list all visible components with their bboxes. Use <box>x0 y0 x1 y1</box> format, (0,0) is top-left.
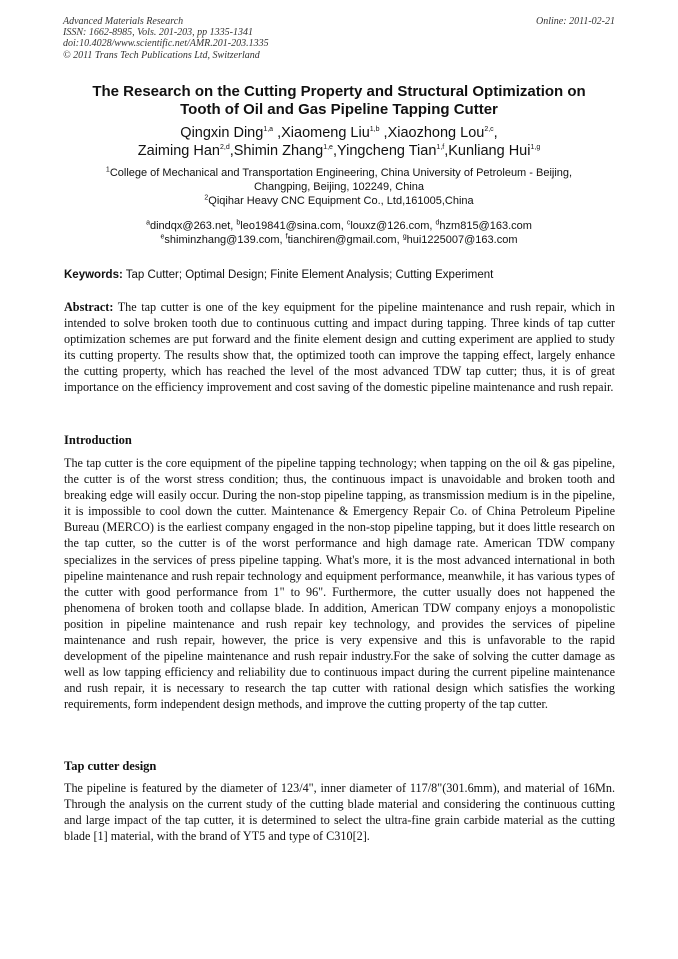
introduction-body: The tap cutter is the core equipment of the pipeline tapping technology; when tapping on the oil & gas pipeline, the cutter is of the worst stress condition; thus, the continuous impact is unavoidable and broken tooth and breaking edge will easily occur. During the non-stop pipeline tapping, as transmission medium is in the pipeline, it is impossible to cool down the cutter. Maintenance & Emergency Repair Co. of China Petroleum Pipeline Bureau (MERCO) is the earliest company engaged in the non-stop pipeline tapping, but it does little research on the tap cutter, so the cutter is of the worst performance and high damage rate. American TDW company specializes in the services of press pipeline tapping. What's more, it is the most advanced international in both pipeline maintenance and rush repair technology and equipment performance, meanwhile, it has various types of the cutter with good performance from 1" to 96". Furthermore, the cutter usually does not happened the phenomena of broken tooth and collapse blade. In addition, American TDW company enjoys a monopolistic position in pipeline maintenance and rush repair key technology, and provides the services of pipeline maintenance and rush repair, however, the price is very expensive and this is unfavorable to the rapid development of the pipeline maintenance and rush repair industry.For the sake of solving the cutter damage as well as low tapping efficiency and reliability due to continuous impact during the current pipeline maintenance and rush repair, it is necessary to research the tap cutter with rational design which satisfies the working requirements, form independent design methods, and improve the cutting property of the tap cutter. <box>64 456 615 712</box>
author-name: Qingxin Ding <box>180 125 264 141</box>
journal-copyright: © 2011 Trans Tech Publications Ltd, Switzerland <box>63 49 260 61</box>
email-sup: f <box>285 233 288 241</box>
author-list <box>40 124 638 160</box>
email-address: leo19841@sina.com, <box>240 220 347 232</box>
paper-title <box>40 83 638 119</box>
author-sup: 1,f <box>436 144 445 152</box>
author-sep: , <box>379 125 388 141</box>
email-sup: b <box>236 219 241 227</box>
title-line-2: Tooth of Oil and Gas Pipeline Tapping Cutter <box>180 101 498 118</box>
email-list <box>60 219 618 247</box>
email-sup: d <box>435 219 440 227</box>
author-name: Zaiming Han <box>137 143 220 159</box>
author-name: Xiaomeng Liu <box>281 125 370 141</box>
affiliation-sup: 2 <box>204 194 209 202</box>
email-sup: a <box>146 219 150 227</box>
email-sup: c <box>346 219 351 227</box>
keywords-text: Tap Cutter; Optimal Design; Finite Element Analysis; Cutting Experiment <box>122 269 494 281</box>
affiliations <box>60 166 618 208</box>
email-sup: e <box>160 233 165 241</box>
journal-issn: ISSN: 1662-8985, Vols. 201-203, pp 1335-1341 <box>63 27 253 39</box>
abstract-label: Abstract: <box>64 300 114 314</box>
affiliation-1-line-2: Changping, Beijing, 102249, China <box>253 181 425 193</box>
author-sup: 2,d <box>219 144 230 152</box>
email-address: hzm815@163.com <box>439 220 532 232</box>
affiliation-text: College of Mechanical and Transportation Engineering, China University of Petroleum - Beijing, <box>109 167 573 179</box>
keywords-label: Keywords: <box>64 269 123 281</box>
email-line-1 <box>60 219 618 233</box>
email-address: louxz@126.com, <box>350 220 436 232</box>
tap-cutter-design-heading: Tap cutter design <box>64 759 157 773</box>
author-sep: , <box>229 143 234 159</box>
journal-doi: doi:10.4028/www.scientific.net/AMR.201-203.1335 <box>63 38 269 50</box>
author-name: Shimin Zhang <box>233 143 324 159</box>
title-line-1: The Research on the Cutting Property and Structural Optimization on <box>92 83 586 100</box>
email-address: hui1225007@163.com <box>406 234 518 246</box>
author-sep: , <box>493 125 498 141</box>
online-date: Online: 2011-02-21 <box>536 16 615 27</box>
author-line-1 <box>40 124 638 142</box>
author-sup: 1,g <box>530 144 541 152</box>
email-line-2 <box>60 233 618 247</box>
affiliation-2 <box>60 194 618 208</box>
tap-cutter-design-body: The pipeline is featured by the diameter of 123/4", inner diameter of 117/8"(301.6mm), and material of 16Mn. Through the analysis on the current study of the cutting blade material and considering the continuous cutting and large impact of the tap cutter, it is determined to select the ultra-fine grain carbide material as the cutting blade [1] material, with the brand of YT5 and type of C310[2]. <box>64 781 615 844</box>
author-sup: 1,e <box>323 144 333 152</box>
author-name: Yingcheng Tian <box>336 143 437 159</box>
journal-name: Advanced Materials Research <box>63 16 184 27</box>
affiliation-1-line-1 <box>60 166 618 180</box>
email-address: shiminzhang@139.com, <box>164 234 286 246</box>
author-line-2 <box>40 142 638 160</box>
journal-header <box>63 16 615 61</box>
keywords <box>64 268 616 282</box>
author-sep: , <box>444 143 449 159</box>
author-sup: 1,b <box>369 126 380 134</box>
introduction-heading: Introduction <box>64 433 132 447</box>
author-sup: 2,c <box>484 126 494 134</box>
email-address: tianchiren@gmail.com, <box>287 234 403 246</box>
email-address: dindqx@263.net, <box>149 220 237 232</box>
author-sep: , <box>332 143 337 159</box>
author-sup: 1,a <box>263 126 274 134</box>
abstract-text: The tap cutter is one of the key equipment for the pipeline maintenance and rush repair, which in intended to solve broken tooth due to continuous cutting and impact during tapping. Three kinds of tap cutter optimization schemes are put forward and the finite element design and cutting experiment are applied to study its cutting property. The results show that, the optimized tooth can improve the tapping effect, largely enhance the cutting property, which has reached the level of the most advanced TDW tap cutter; thus, it is of great importance on the efficiency improvement and cost saving of the domestic pipeline maintenance and rush repair. <box>64 300 615 395</box>
author-name: Kunliang Hui <box>448 143 531 159</box>
affiliation-sup: 1 <box>105 166 110 174</box>
author-name: Xiaozhong Lou <box>387 125 485 141</box>
email-sup: g <box>402 233 407 241</box>
abstract <box>64 299 615 396</box>
affiliation-text: Qiqihar Heavy CNC Equipment Co., Ltd,161005,China <box>208 195 474 207</box>
author-sep: , <box>273 125 282 141</box>
